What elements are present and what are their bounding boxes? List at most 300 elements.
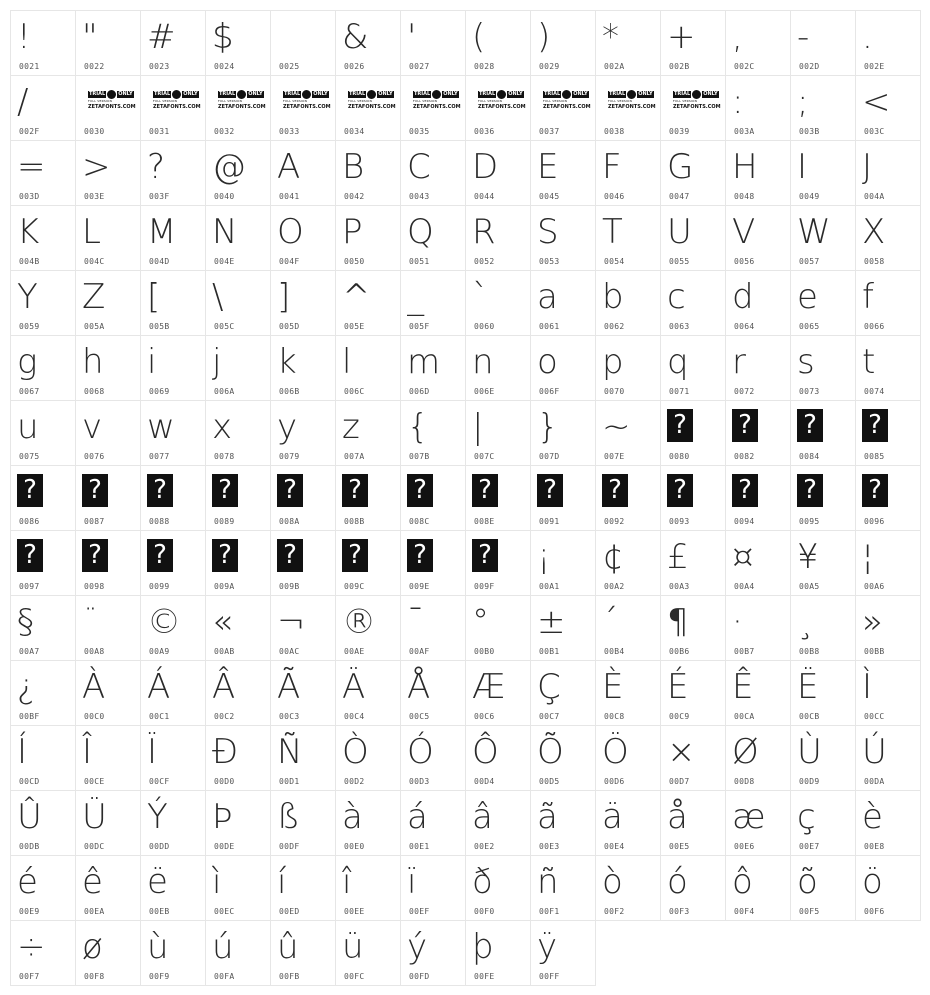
glyph-cell bbox=[660, 270, 726, 336]
glyph-code: 0064 bbox=[734, 322, 755, 331]
glyph-code: 004D bbox=[149, 257, 170, 266]
glyph-char: Þ bbox=[212, 797, 233, 837]
glyph-code: 00CD bbox=[19, 777, 40, 786]
glyph-cell bbox=[75, 725, 141, 791]
glyph-code: 00E6 bbox=[734, 842, 755, 851]
glyph-code: 0095 bbox=[799, 517, 820, 526]
glyph-char: _ bbox=[407, 277, 424, 317]
glyph-code: 0099 bbox=[149, 582, 170, 591]
glyph-cell bbox=[595, 790, 661, 856]
glyph-code: 008A bbox=[279, 517, 300, 526]
glyph-cell bbox=[400, 270, 466, 336]
glyph-cell bbox=[465, 205, 531, 271]
logo-dot-icon bbox=[302, 90, 311, 99]
glyph-cell bbox=[790, 465, 856, 531]
missing-glyph-icon: ? bbox=[472, 474, 498, 507]
missing-glyph-icon: ? bbox=[862, 474, 888, 507]
glyph-char: l bbox=[342, 342, 352, 382]
glyph-char: w bbox=[147, 407, 175, 447]
glyph-char: ¸ bbox=[797, 602, 814, 642]
glyph-code: 0075 bbox=[19, 452, 40, 461]
glyph-cell bbox=[270, 465, 336, 531]
trial-logo-bottom: ZETAFONTS.COM bbox=[283, 104, 331, 110]
glyph-cell bbox=[790, 725, 856, 791]
glyph-code: 00A4 bbox=[734, 582, 755, 591]
glyph-code: 00EB bbox=[149, 907, 170, 916]
glyph-char: I bbox=[797, 147, 808, 187]
glyph-char: ¢ bbox=[602, 537, 624, 577]
glyph-code: 005E bbox=[344, 322, 365, 331]
glyph-cell bbox=[465, 75, 531, 141]
glyph-cell bbox=[335, 530, 401, 596]
glyph-code: 0097 bbox=[19, 582, 40, 591]
glyph-char: ú bbox=[212, 927, 234, 967]
missing-glyph-icon: ? bbox=[212, 474, 238, 507]
missing-glyph-icon: ? bbox=[147, 474, 173, 507]
missing-glyph-icon: ? bbox=[212, 539, 238, 572]
glyph-code: 00DC bbox=[84, 842, 105, 851]
glyph-char: ® bbox=[342, 602, 376, 642]
glyph-cell bbox=[855, 140, 921, 206]
glyph-code: 003E bbox=[84, 192, 105, 201]
glyph-char: ¬ bbox=[277, 602, 306, 642]
glyph-cell bbox=[400, 205, 466, 271]
glyph-cell bbox=[10, 790, 76, 856]
glyph-code: 00FA bbox=[214, 972, 235, 981]
trial-logo-left: TRIAL bbox=[349, 91, 366, 97]
trial-logo-bottom: ZETAFONTS.COM bbox=[543, 104, 591, 110]
glyph-char: y bbox=[277, 407, 298, 447]
glyph-cell bbox=[270, 595, 336, 661]
glyph-cell bbox=[335, 335, 401, 401]
glyph-code: 00CF bbox=[149, 777, 170, 786]
trial-logo bbox=[88, 90, 134, 114]
glyph-cell bbox=[270, 530, 336, 596]
trial-logo-middle: FULL VERSION bbox=[283, 99, 308, 103]
glyph-char: È bbox=[602, 667, 624, 707]
glyph-cell bbox=[595, 465, 661, 531]
glyph-cell bbox=[335, 725, 401, 791]
glyph-cell bbox=[400, 140, 466, 206]
glyph-cell bbox=[530, 725, 596, 791]
glyph-code: 00DE bbox=[214, 842, 235, 851]
glyph-cell bbox=[10, 465, 76, 531]
glyph-char: Ö bbox=[602, 732, 629, 772]
glyph-char: P bbox=[342, 212, 363, 252]
glyph-code: 006C bbox=[344, 387, 365, 396]
glyph-char: ¡ bbox=[537, 537, 551, 577]
glyph-char: r bbox=[732, 342, 746, 382]
glyph-cell bbox=[140, 855, 206, 921]
glyph-char: ñ bbox=[537, 862, 559, 902]
glyph-cell bbox=[725, 270, 791, 336]
missing-glyph-icon: ? bbox=[602, 474, 628, 507]
glyph-cell bbox=[270, 400, 336, 466]
glyph-cell bbox=[10, 10, 76, 76]
glyph-code: 00AB bbox=[214, 647, 235, 656]
glyph-cell bbox=[400, 920, 466, 986]
missing-glyph-icon: ? bbox=[667, 474, 693, 507]
glyph-code: 005B bbox=[149, 322, 170, 331]
trial-logo-middle: FULL VERSION bbox=[413, 99, 438, 103]
glyph-code: 00D9 bbox=[799, 777, 820, 786]
glyph-char: } bbox=[537, 407, 559, 447]
glyph-char: H bbox=[732, 147, 758, 187]
glyph-code: 0078 bbox=[214, 452, 235, 461]
glyph-code: 006A bbox=[214, 387, 235, 396]
glyph-code: 00A6 bbox=[864, 582, 885, 591]
glyph-char: Ñ bbox=[277, 732, 303, 772]
missing-glyph-icon: ? bbox=[342, 474, 368, 507]
glyph-cell bbox=[10, 75, 76, 141]
glyph-cell bbox=[725, 595, 791, 661]
missing-glyph-icon: ? bbox=[342, 539, 368, 572]
missing-glyph-icon: ? bbox=[407, 474, 433, 507]
glyph-cell bbox=[595, 10, 661, 76]
glyph-cell bbox=[530, 790, 596, 856]
glyph-code: 00E2 bbox=[474, 842, 495, 851]
glyph-cell bbox=[270, 335, 336, 401]
glyph-cell bbox=[660, 790, 726, 856]
glyph-cell bbox=[75, 75, 141, 141]
glyph-cell bbox=[465, 400, 531, 466]
glyph-cell bbox=[140, 660, 206, 726]
trial-logo bbox=[283, 90, 329, 114]
glyph-char: ø bbox=[82, 927, 103, 967]
glyph-code: 00EC bbox=[214, 907, 235, 916]
glyph-code: 002A bbox=[604, 62, 625, 71]
glyph-code: 0032 bbox=[214, 127, 235, 136]
glyph-cell bbox=[660, 75, 726, 141]
trial-logo-middle: FULL VERSION bbox=[543, 99, 568, 103]
glyph-char: ü bbox=[342, 927, 364, 967]
missing-glyph-icon: ? bbox=[277, 474, 303, 507]
glyph-char: v bbox=[82, 407, 103, 447]
glyph-char: Ò bbox=[342, 732, 369, 772]
glyph-code: 002E bbox=[864, 62, 885, 71]
trial-logo-bottom: ZETAFONTS.COM bbox=[673, 104, 721, 110]
glyph-code: 005C bbox=[214, 322, 235, 331]
glyph-cell bbox=[725, 205, 791, 271]
glyph-code: 00C6 bbox=[474, 712, 495, 721]
glyph-cell bbox=[10, 725, 76, 791]
glyph-cell bbox=[270, 270, 336, 336]
glyph-code: 0048 bbox=[734, 192, 755, 201]
glyph-cell bbox=[400, 465, 466, 531]
trial-logo bbox=[348, 90, 394, 114]
glyph-code: 00DA bbox=[864, 777, 885, 786]
glyph-code: 00D3 bbox=[409, 777, 430, 786]
glyph-cell bbox=[660, 530, 726, 596]
trial-logo-bottom: ZETAFONTS.COM bbox=[88, 104, 136, 110]
glyph-cell bbox=[660, 400, 726, 466]
glyph-char: ¯ bbox=[407, 602, 424, 642]
glyph-char: ÷ bbox=[17, 927, 46, 967]
glyph-code: 0079 bbox=[279, 452, 300, 461]
trial-logo-left: TRIAL bbox=[219, 91, 236, 97]
glyph-code: 0051 bbox=[409, 257, 430, 266]
glyph-cell bbox=[205, 335, 271, 401]
glyph-code: 0098 bbox=[84, 582, 105, 591]
missing-glyph-icon: ? bbox=[732, 409, 758, 442]
glyph-cell bbox=[140, 10, 206, 76]
glyph-char: O bbox=[277, 212, 304, 252]
glyph-code: 00FD bbox=[409, 972, 430, 981]
glyph-char: Ó bbox=[407, 732, 434, 772]
glyph-cell bbox=[855, 855, 921, 921]
missing-glyph-icon: ? bbox=[797, 474, 823, 507]
trial-logo bbox=[608, 90, 654, 114]
glyph-cell bbox=[530, 920, 596, 986]
glyph-cell bbox=[335, 75, 401, 141]
glyph-code: 009E bbox=[409, 582, 430, 591]
glyph-cell bbox=[465, 530, 531, 596]
missing-glyph-icon: ? bbox=[277, 539, 303, 572]
glyph-code: 00F1 bbox=[539, 907, 560, 916]
glyph-cell bbox=[725, 855, 791, 921]
glyph-code: 005D bbox=[279, 322, 300, 331]
glyph-char: p bbox=[602, 342, 624, 382]
glyph-code: 00B6 bbox=[669, 647, 690, 656]
trial-logo bbox=[673, 90, 719, 114]
glyph-cell bbox=[205, 140, 271, 206]
glyph-char: Ç bbox=[537, 667, 561, 707]
glyph-code: 008E bbox=[474, 517, 495, 526]
glyph-char: × bbox=[667, 732, 696, 772]
glyph-code: 0067 bbox=[19, 387, 40, 396]
glyph-cell bbox=[335, 855, 401, 921]
glyph-cell bbox=[140, 205, 206, 271]
glyph-code: 00A3 bbox=[669, 582, 690, 591]
glyph-cell bbox=[465, 660, 531, 726]
glyph-cell bbox=[855, 400, 921, 466]
glyph-cell bbox=[205, 920, 271, 986]
glyph-code: 007B bbox=[409, 452, 430, 461]
glyph-cell bbox=[205, 205, 271, 271]
glyph-cell bbox=[10, 595, 76, 661]
trial-logo-right: ONLY bbox=[183, 91, 198, 97]
glyph-char: E bbox=[537, 147, 559, 187]
glyph-cell bbox=[465, 140, 531, 206]
glyph-cell bbox=[205, 660, 271, 726]
glyph-char: ê bbox=[82, 862, 103, 902]
glyph-code: 0076 bbox=[84, 452, 105, 461]
glyph-cell bbox=[205, 270, 271, 336]
glyph-cell bbox=[205, 465, 271, 531]
glyph-char: s bbox=[797, 342, 815, 382]
glyph-cell bbox=[75, 140, 141, 206]
glyph-code: 00AF bbox=[409, 647, 430, 656]
glyph-cell bbox=[595, 855, 661, 921]
trial-logo-middle: FULL VERSION bbox=[218, 99, 243, 103]
glyph-cell bbox=[400, 595, 466, 661]
glyph-cell bbox=[790, 595, 856, 661]
glyph-char: ; bbox=[797, 82, 809, 122]
glyph-char: £ bbox=[667, 537, 689, 577]
glyph-cell bbox=[140, 400, 206, 466]
glyph-cell bbox=[790, 10, 856, 76]
glyph-char: ý bbox=[407, 927, 428, 967]
missing-glyph-icon: ? bbox=[862, 409, 888, 442]
glyph-code: 00B0 bbox=[474, 647, 495, 656]
glyph-char bbox=[277, 15, 333, 59]
glyph-char: d bbox=[732, 277, 754, 317]
glyph-code: 00CB bbox=[799, 712, 820, 721]
glyph-char: # bbox=[147, 17, 176, 57]
glyph-char: ç bbox=[797, 797, 816, 837]
glyph-char: , bbox=[732, 17, 743, 57]
trial-logo-right: ONLY bbox=[703, 91, 718, 97]
glyph-cell bbox=[530, 140, 596, 206]
glyph-code: 00B1 bbox=[539, 647, 560, 656]
glyph-cell bbox=[530, 270, 596, 336]
glyph-char: q bbox=[667, 342, 689, 382]
glyph-cell bbox=[660, 725, 726, 791]
glyph-code: 0024 bbox=[214, 62, 235, 71]
glyph-char: - bbox=[797, 17, 810, 57]
trial-logo-middle: FULL VERSION bbox=[348, 99, 373, 103]
glyph-code: 0091 bbox=[539, 517, 560, 526]
glyph-char: é bbox=[17, 862, 38, 902]
glyph-cell bbox=[595, 400, 661, 466]
glyph-char: { bbox=[407, 407, 429, 447]
glyph-cell bbox=[465, 855, 531, 921]
glyph-cell bbox=[530, 530, 596, 596]
glyph-cell bbox=[465, 920, 531, 986]
glyph-code: 00AE bbox=[344, 647, 365, 656]
glyph-code: 0086 bbox=[19, 517, 40, 526]
glyph-code: 00C5 bbox=[409, 712, 430, 721]
glyph-cell bbox=[75, 400, 141, 466]
trial-logo-bottom: ZETAFONTS.COM bbox=[348, 104, 396, 110]
glyph-code: 0061 bbox=[539, 322, 560, 331]
trial-logo bbox=[153, 90, 199, 114]
glyph-cell bbox=[335, 270, 401, 336]
trial-logo-left: TRIAL bbox=[414, 91, 431, 97]
trial-logo-right: ONLY bbox=[313, 91, 328, 97]
trial-logo-right: ONLY bbox=[118, 91, 133, 97]
glyph-cell bbox=[205, 790, 271, 856]
glyph-cell bbox=[725, 335, 791, 401]
glyph-char: G bbox=[667, 147, 694, 187]
glyph-char: Ë bbox=[797, 667, 819, 707]
glyph-cell bbox=[75, 530, 141, 596]
glyph-code: 004B bbox=[19, 257, 40, 266]
glyph-code: 00A9 bbox=[149, 647, 170, 656]
glyph-char: Ä bbox=[342, 667, 366, 707]
glyph-code: 0033 bbox=[279, 127, 300, 136]
logo-dot-icon bbox=[627, 90, 636, 99]
glyph-cell bbox=[725, 465, 791, 531]
glyph-cell bbox=[790, 205, 856, 271]
glyph-cell bbox=[725, 530, 791, 596]
glyph-code: 007E bbox=[604, 452, 625, 461]
trial-logo-bottom: ZETAFONTS.COM bbox=[608, 104, 656, 110]
glyph-code: 00C7 bbox=[539, 712, 560, 721]
glyph-char: ^ bbox=[342, 277, 371, 317]
glyph-cell bbox=[660, 855, 726, 921]
glyph-grid bbox=[10, 10, 920, 985]
glyph-cell bbox=[530, 10, 596, 76]
glyph-code: 009F bbox=[474, 582, 495, 591]
glyph-char: A bbox=[277, 147, 301, 187]
glyph-cell bbox=[10, 270, 76, 336]
glyph-char: Ì bbox=[862, 667, 873, 707]
glyph-cell bbox=[10, 335, 76, 401]
glyph-code: 00B8 bbox=[799, 647, 820, 656]
glyph-char: õ bbox=[797, 862, 818, 902]
glyph-cell bbox=[140, 270, 206, 336]
glyph-code: 004A bbox=[864, 192, 885, 201]
glyph-code: 0039 bbox=[669, 127, 690, 136]
glyph-code: 0096 bbox=[864, 517, 885, 526]
trial-logo-right: ONLY bbox=[638, 91, 653, 97]
glyph-code: 0082 bbox=[734, 452, 755, 461]
glyph-code: 00CC bbox=[864, 712, 885, 721]
missing-glyph-icon: ? bbox=[732, 474, 758, 507]
trial-logo-middle: FULL VERSION bbox=[608, 99, 633, 103]
glyph-char: . bbox=[862, 17, 873, 57]
glyph-code: 00E5 bbox=[669, 842, 690, 851]
glyph-cell bbox=[400, 855, 466, 921]
glyph-code: 0063 bbox=[669, 322, 690, 331]
missing-glyph-icon: ? bbox=[82, 539, 108, 572]
glyph-char: @ bbox=[212, 147, 246, 187]
glyph-cell bbox=[400, 335, 466, 401]
glyph-char: ä bbox=[602, 797, 623, 837]
glyph-code: 0035 bbox=[409, 127, 430, 136]
glyph-cell bbox=[465, 790, 531, 856]
glyph-code: 005F bbox=[409, 322, 430, 331]
glyph-code: 003A bbox=[734, 127, 755, 136]
glyph-code: 0052 bbox=[474, 257, 495, 266]
glyph-cell bbox=[400, 530, 466, 596]
glyph-cell bbox=[270, 790, 336, 856]
glyph-code: 0054 bbox=[604, 257, 625, 266]
glyph-char: z bbox=[342, 407, 360, 447]
glyph-char: V bbox=[732, 212, 756, 252]
glyph-code: 00BB bbox=[864, 647, 885, 656]
glyph-char: L bbox=[82, 212, 101, 252]
trial-logo-left: TRIAL bbox=[154, 91, 171, 97]
glyph-code: 008C bbox=[409, 517, 430, 526]
glyph-code: 006F bbox=[539, 387, 560, 396]
glyph-cell bbox=[595, 205, 661, 271]
glyph-code: 002C bbox=[734, 62, 755, 71]
glyph-char: a bbox=[537, 277, 558, 317]
glyph-cell bbox=[335, 205, 401, 271]
glyph-char: R bbox=[472, 212, 496, 252]
glyph-code: 00B4 bbox=[604, 647, 625, 656]
glyph-code: 00C3 bbox=[279, 712, 300, 721]
glyph-code: 00F6 bbox=[864, 907, 885, 916]
glyph-char: À bbox=[82, 667, 106, 707]
glyph-cell bbox=[205, 595, 271, 661]
glyph-cell bbox=[725, 725, 791, 791]
glyph-cell bbox=[10, 400, 76, 466]
glyph-char: F bbox=[602, 147, 622, 187]
glyph-char: o bbox=[537, 342, 558, 382]
glyph-cell bbox=[855, 335, 921, 401]
glyph-code: 0069 bbox=[149, 387, 170, 396]
glyph-code: 009B bbox=[279, 582, 300, 591]
glyph-code: 0050 bbox=[344, 257, 365, 266]
glyph-cell bbox=[400, 400, 466, 466]
glyph-code: 0040 bbox=[214, 192, 235, 201]
glyph-char: à bbox=[342, 797, 363, 837]
glyph-char: / bbox=[17, 82, 29, 122]
glyph-code: 0022 bbox=[84, 62, 105, 71]
